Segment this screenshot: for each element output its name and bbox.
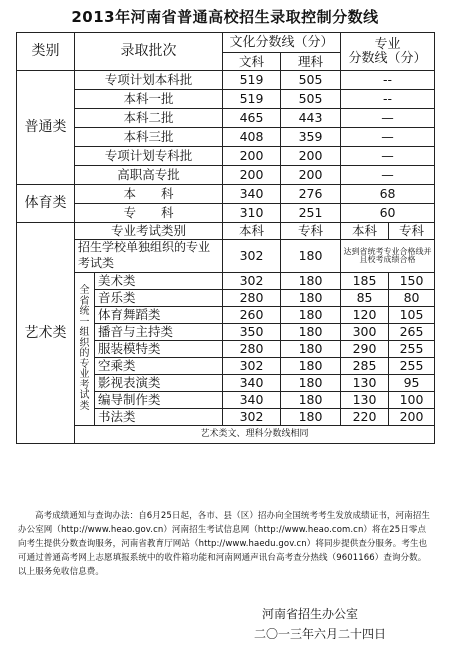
art-special-row bbox=[17, 240, 435, 273]
art-special-major: 达到省统考专业合格线并且校考成绩合格 bbox=[341, 240, 435, 273]
score-li: 251 bbox=[281, 204, 341, 223]
score-ben: 302 bbox=[223, 358, 281, 375]
score-ben: 280 bbox=[223, 341, 281, 358]
batch-name: 本科三批 bbox=[75, 128, 223, 147]
art-type-name: 影视表演类 bbox=[95, 375, 223, 392]
score-mzhuan: 265 bbox=[389, 324, 435, 341]
score-mben: 130 bbox=[341, 392, 389, 409]
art-sublabel: 全省统一组织的专业考试类 bbox=[75, 273, 95, 426]
score-ben: 302 bbox=[223, 273, 281, 290]
score-li: 359 bbox=[281, 128, 341, 147]
score-mben: 85 bbox=[341, 290, 389, 307]
score-major: — bbox=[341, 166, 435, 185]
table-row bbox=[17, 273, 435, 290]
score-major: 68 bbox=[341, 185, 435, 204]
art-type-name: 音乐类 bbox=[95, 290, 223, 307]
score-mzhuan: 200 bbox=[389, 409, 435, 426]
art-header-type: 专业考试类别 bbox=[75, 223, 223, 240]
score-ben: 350 bbox=[223, 324, 281, 341]
art-type-name: 播音与主持类 bbox=[95, 324, 223, 341]
header-like: 理科 bbox=[281, 53, 341, 71]
score-major: 60 bbox=[341, 204, 435, 223]
header-batch: 录取批次 bbox=[75, 33, 223, 71]
art-footnote: 艺术类文、理科分数线相同 bbox=[75, 426, 435, 444]
score-wen: 519 bbox=[223, 90, 281, 109]
score-li: 200 bbox=[281, 147, 341, 166]
score-ben: 340 bbox=[223, 392, 281, 409]
score-mzhuan: 150 bbox=[389, 273, 435, 290]
score-mben: 300 bbox=[341, 324, 389, 341]
score-zhuan: 180 bbox=[281, 273, 341, 290]
batch-name: 高职高专批 bbox=[75, 166, 223, 185]
art-type-name: 编导制作类 bbox=[95, 392, 223, 409]
art-header-culture-zhuan: 专科 bbox=[281, 223, 341, 240]
table-row bbox=[17, 90, 435, 109]
score-ben: 260 bbox=[223, 307, 281, 324]
score-zhuan: 180 bbox=[281, 290, 341, 307]
score-ben: 280 bbox=[223, 290, 281, 307]
score-zhuan: 180 bbox=[281, 375, 341, 392]
score-wen: 200 bbox=[223, 166, 281, 185]
batch-name: 本科一批 bbox=[75, 90, 223, 109]
batch-name: 本 科 bbox=[75, 185, 223, 204]
score-li: 505 bbox=[281, 90, 341, 109]
header-major-line2: 分数线（分） bbox=[348, 50, 427, 66]
score-zhuan: 180 bbox=[281, 341, 341, 358]
table-row bbox=[17, 204, 435, 223]
score-zhuan: 180 bbox=[281, 358, 341, 375]
score-mben: 290 bbox=[341, 341, 389, 358]
score-mzhuan: 95 bbox=[389, 375, 435, 392]
score-zhuan: 180 bbox=[281, 240, 341, 273]
table-row bbox=[17, 128, 435, 147]
art-header-major-ben: 本科 bbox=[341, 223, 389, 240]
batch-name: 专 科 bbox=[75, 204, 223, 223]
score-mzhuan: 100 bbox=[389, 392, 435, 409]
score-major: -- bbox=[341, 90, 435, 109]
score-zhuan: 180 bbox=[281, 409, 341, 426]
score-major: -- bbox=[341, 71, 435, 90]
art-header-row bbox=[17, 223, 435, 240]
category-art: 艺术类 bbox=[17, 223, 75, 444]
table-row bbox=[17, 166, 435, 185]
score-major: — bbox=[341, 147, 435, 166]
header-culture: 文化分数线（分） bbox=[223, 33, 341, 53]
art-type-name: 服装模特类 bbox=[95, 341, 223, 358]
signature-office: 河南省招生办公室 bbox=[262, 607, 359, 621]
score-wen: 310 bbox=[223, 204, 281, 223]
batch-name: 本科二批 bbox=[75, 109, 223, 128]
score-mzhuan: 255 bbox=[389, 341, 435, 358]
score-mben: 285 bbox=[341, 358, 389, 375]
batch-name: 专项计划专科批 bbox=[75, 147, 223, 166]
score-li: 200 bbox=[281, 166, 341, 185]
page-title: 2013年河南省普通高校招生录取控制分数线 bbox=[71, 8, 379, 26]
score-ben: 340 bbox=[223, 375, 281, 392]
art-header-major-zhuan: 专科 bbox=[389, 223, 435, 240]
score-ben: 302 bbox=[223, 409, 281, 426]
score-zhuan: 180 bbox=[281, 324, 341, 341]
score-table bbox=[16, 32, 435, 444]
score-mben: 130 bbox=[341, 375, 389, 392]
score-wen: 465 bbox=[223, 109, 281, 128]
score-zhuan: 180 bbox=[281, 392, 341, 409]
signature-date: 二〇一三年六月二十四日 bbox=[254, 627, 387, 641]
art-header-culture-ben: 本科 bbox=[223, 223, 281, 240]
score-mzhuan: 255 bbox=[389, 358, 435, 375]
score-wen: 408 bbox=[223, 128, 281, 147]
table-row bbox=[17, 147, 435, 166]
header-major bbox=[341, 33, 435, 71]
art-special-name: 招生学校单独组织的专业考试类 bbox=[75, 240, 223, 273]
score-major: — bbox=[341, 109, 435, 128]
score-li: 443 bbox=[281, 109, 341, 128]
score-mben: 120 bbox=[341, 307, 389, 324]
header-major-line1: 专业 bbox=[374, 36, 401, 52]
art-type-name: 体育舞蹈类 bbox=[95, 307, 223, 324]
table-row bbox=[17, 185, 435, 204]
score-mben: 220 bbox=[341, 409, 389, 426]
score-zhuan: 180 bbox=[281, 307, 341, 324]
art-type-name: 书法类 bbox=[95, 409, 223, 426]
category-sports: 体育类 bbox=[17, 185, 75, 223]
header-row-1 bbox=[17, 33, 435, 53]
header-category: 类别 bbox=[17, 33, 75, 71]
art-type-name: 空乘类 bbox=[95, 358, 223, 375]
score-wen: 200 bbox=[223, 147, 281, 166]
score-mzhuan: 80 bbox=[389, 290, 435, 307]
table-row bbox=[17, 71, 435, 90]
score-major: — bbox=[341, 128, 435, 147]
art-type-name: 美术类 bbox=[95, 273, 223, 290]
score-mzhuan: 105 bbox=[389, 307, 435, 324]
score-li: 276 bbox=[281, 185, 341, 204]
score-mben: 185 bbox=[341, 273, 389, 290]
art-footnote-row bbox=[17, 426, 435, 444]
batch-name: 专项计划本科批 bbox=[75, 71, 223, 90]
score-ben: 302 bbox=[223, 240, 281, 273]
score-li: 505 bbox=[281, 71, 341, 90]
score-wen: 519 bbox=[223, 71, 281, 90]
table-row bbox=[17, 109, 435, 128]
score-inquiry-notice: 高考成绩通知与查询办法：自6月25日起，各市、县（区）招办向全国统考考生发放成绩证书，河南招生办公室网（http://www.heao.gov.cn）河南招生考试信息网（http://www.heao.com.cn）将在25日零点向考生提供分数查询服务，河南省教育厅网站（http://www.haedu.gov.cn）将同步提供查分服务。考生也可通过普通高考网上志愿填报系统中的收件箱功能和河南网通声讯台高考查分热线（9601166）查询分数。以上服务免收信息费。 bbox=[18, 511, 430, 577]
header-wenke: 文科 bbox=[223, 53, 281, 71]
score-wen: 340 bbox=[223, 185, 281, 204]
category-general: 普通类 bbox=[17, 71, 75, 185]
